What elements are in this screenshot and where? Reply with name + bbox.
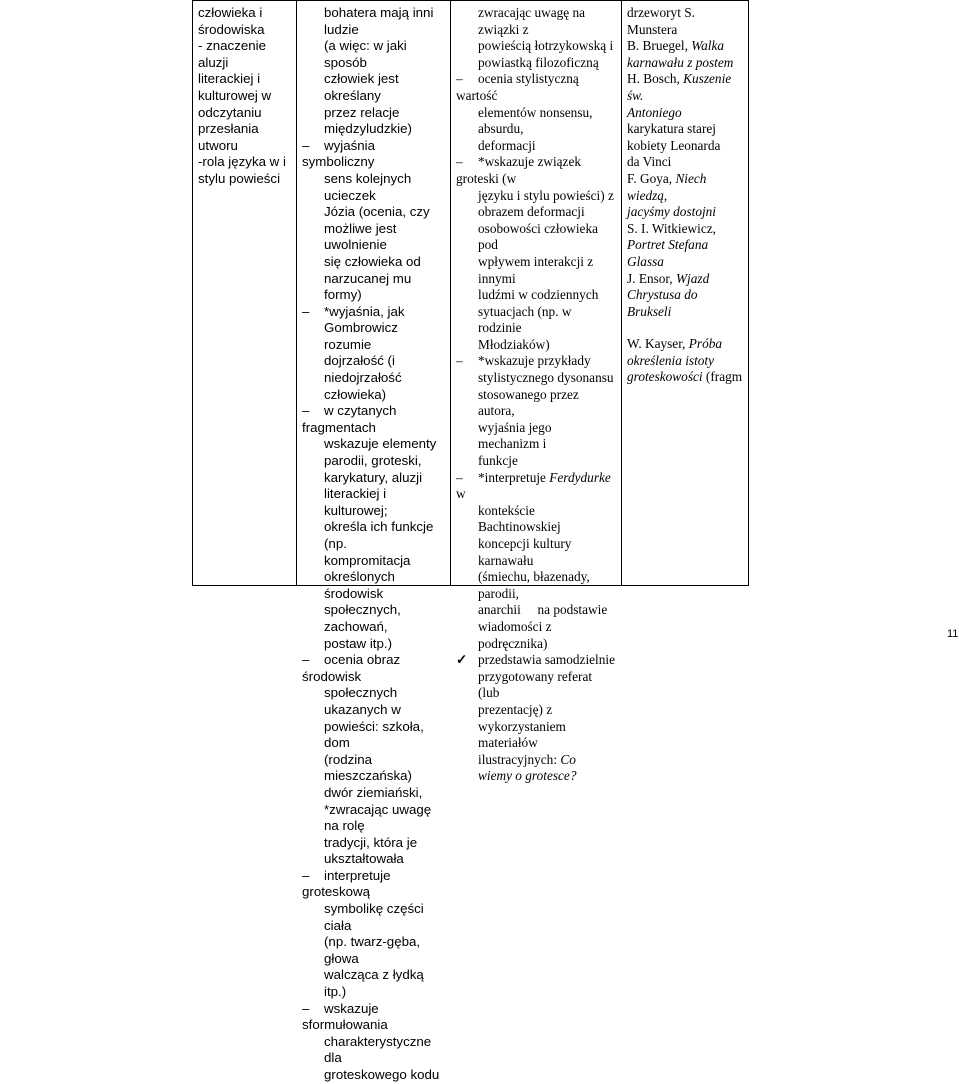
text-line: się człowieka od [324,253,421,269]
text-line: literackiej i kulturowej; [324,486,388,518]
artwork-title: Chrystusa do Brukseli [627,287,698,319]
bullet-line: – w czytanych fragmentach [302,403,445,436]
text-line: sytuacjach (np. w rodzinie [478,303,572,336]
text-line: koncepcji kultury karnawału [478,536,572,568]
text-line: Młodziaków) [478,336,550,352]
text-line [627,38,743,55]
artwork-title: Niech wiedzą, [627,170,707,203]
bullet-line: – interpretuje groteskową [302,868,445,901]
text-line: (rodzina mieszczańska) [324,751,412,784]
text-line: Józia (ocenia, czy [324,204,430,220]
text-run: materiałów ilustracyjnych: [478,735,561,767]
text-run: w [456,486,466,502]
artwork-title: Antoniego [627,104,682,120]
book-title: określenia istoty [627,352,715,368]
text-line: symbolikę części ciała [324,901,424,933]
topic-text [198,5,291,585]
text-line: kompromitacja [324,552,411,568]
bullet-line: – *wyjaśnia, jak [302,304,445,321]
bullet-line [456,470,616,503]
text-line: bohatera mają inni ludzie [324,5,434,37]
text-line: określonych środowisk [324,569,395,601]
artwork-title: Portret Stefana Glassa [627,237,709,269]
topic-line: odczytaniu [198,104,262,120]
text-line: powiastką filozoficzną [478,54,599,70]
text-line: możliwe jest uwolnienie [324,220,397,253]
text-run: J. Ensor, [627,270,676,286]
text-line: drzeworyt S. Munstera [627,5,695,37]
artwork-title: Kuszenie św. [627,71,732,103]
text-line: walcząca z łydką itp.) [324,967,424,1000]
text-line: społecznych ukazanych w [324,685,401,717]
bullet-line: – *wskazuje związek groteski (w [456,154,616,187]
topic-line: środowiska [198,21,265,37]
cell-materials [622,1,749,586]
artwork-title: karnawału z postem [627,54,734,70]
text-line [627,171,743,204]
text-run: *interpretuje [478,469,550,485]
topic-line: - znaczenie aluzji [198,38,266,70]
text-line [627,71,743,104]
text-line: przez relacje [324,104,400,120]
text-line: prezentację) z wykorzystaniem [478,701,566,734]
text-line: charakterystyczne dla [324,1033,432,1066]
artwork-title: jacyśmy dostojni [627,204,717,220]
topic-line: przesłania utworu [198,121,259,153]
text-line: (śmiechu, błazenady, parodii, [478,569,590,601]
bullet-line: – ocenia stylistyczną wartość [456,71,616,104]
topic-line: literackiej i [198,71,261,87]
text-line: zwracając uwagę na związki z [478,5,586,37]
text-line: społecznych, zachowań, [324,602,401,634]
bullet-line: – *wskazuje przykłady [456,353,616,370]
topic-line: stylu powieści [198,170,281,186]
text-line: języku i stylu powieści) z [478,187,614,203]
blank-line [627,320,743,336]
text-line: postaw itp.) [324,635,392,651]
text-line: dojrzałość (i [324,353,395,369]
text-line [627,369,743,386]
title-ferdydurke: Ferdydurke [549,469,611,485]
text-line: karykatury, aluzji [324,469,423,485]
topic-line: kulturowej w [198,87,272,103]
book-title: groteskowości [627,369,703,385]
text-line [627,271,743,288]
text-line: tradycji, która je [324,834,418,850]
text-line: ludźmi w codziennych [478,287,599,303]
text-line: (np. twarz-gęba, głowa [324,934,421,966]
text-run: (fragm [702,369,743,385]
text-line: wyjaśnia jego mechanizm i [478,419,552,452]
text-line: niedojrzałość człowieka) [324,370,402,402]
text-line: stylistycznego dysonansu [478,370,614,386]
text-line: powieścią łotrzykowską i [478,38,614,54]
text-line [456,735,616,768]
text-line: (a więc: w jaki sposób [324,38,407,70]
text-line: obrazem deformacji [478,204,585,220]
text-line: człowiek jest określany [324,71,399,103]
text-line: osobowości człowieka pod [478,220,599,253]
artwork-title: Wjazd [675,270,710,286]
text-line: groteskowego kodu [324,1067,440,1082]
text-line: kobiety Leonarda [627,137,721,153]
text-line: dwór ziemiański, [324,784,423,800]
text-line: *zwracając uwagę na rolę [324,801,432,834]
table-row [193,1,749,586]
text-line: stosowanego przez autora, [478,386,579,419]
materials-text [627,5,743,585]
checkmark-line: ✓ przedstawia samodzielnie [456,652,616,669]
text-line: elementów nonsensu, absurdu, [478,104,593,137]
text-line: kontekście Bachtinowskiej [478,502,561,535]
text-run: F. Goya, [627,170,676,186]
text-line: wiadomości z podręcznika) [478,618,552,651]
text-run: W. Kayser, [627,336,689,352]
text-line: ukształtowała [324,851,404,867]
topic-line: człowieka i [198,5,263,20]
text-line: deformacji [478,137,536,153]
text-line: wskazuje elementy [324,436,437,452]
text-line: da Vinci [627,154,672,170]
cell-topic [193,1,297,586]
title-co-wiemy: Co [560,751,576,767]
text-line: wpływem interakcji z innymi [478,253,594,286]
artwork-title: Walka [691,38,725,54]
extended-requirements-text [456,5,616,784]
book-title: Próba [688,336,723,352]
title-co-wiemy-cont: wiemy o grotesce? [478,768,577,784]
text-line: sens kolejnych ucieczek [324,170,412,203]
text-line: narzucanej mu formy) [324,270,412,303]
text-line: przygotowany referat (lub [478,668,593,701]
text-line: parodii, groteski, [324,453,422,469]
bullet-line: – wyjaśnia symboliczny [302,138,445,171]
basic-requirements-text [302,5,445,1082]
text-line: funkcje [478,453,518,469]
cell-extended-requirements [451,1,622,784]
text-line: S. I. Witkiewicz, [627,220,716,236]
bullet-line: – ocenia obraz środowisk [302,652,445,685]
page-number: 11 [947,628,959,640]
text-line: Gombrowicz rozumie [324,320,398,352]
text-line: powieści: szkoła, dom [324,718,424,751]
topic-line: -rola języka w i [198,154,286,170]
bullet-line: – wskazuje sformułowania [302,1001,445,1034]
text-line: określa ich funkcje (np. [324,519,434,551]
text-line [627,336,743,353]
cell-basic-requirements [297,1,451,1082]
text-line: karykatura starej [627,121,716,137]
text-line: anarchii na podstawie [478,602,608,618]
text-run: H. Bosch, [627,71,684,87]
text-run: B. Bruegel, [627,38,692,54]
curriculum-table [192,0,749,1082]
text-line: międzyludzkie) [324,121,412,137]
